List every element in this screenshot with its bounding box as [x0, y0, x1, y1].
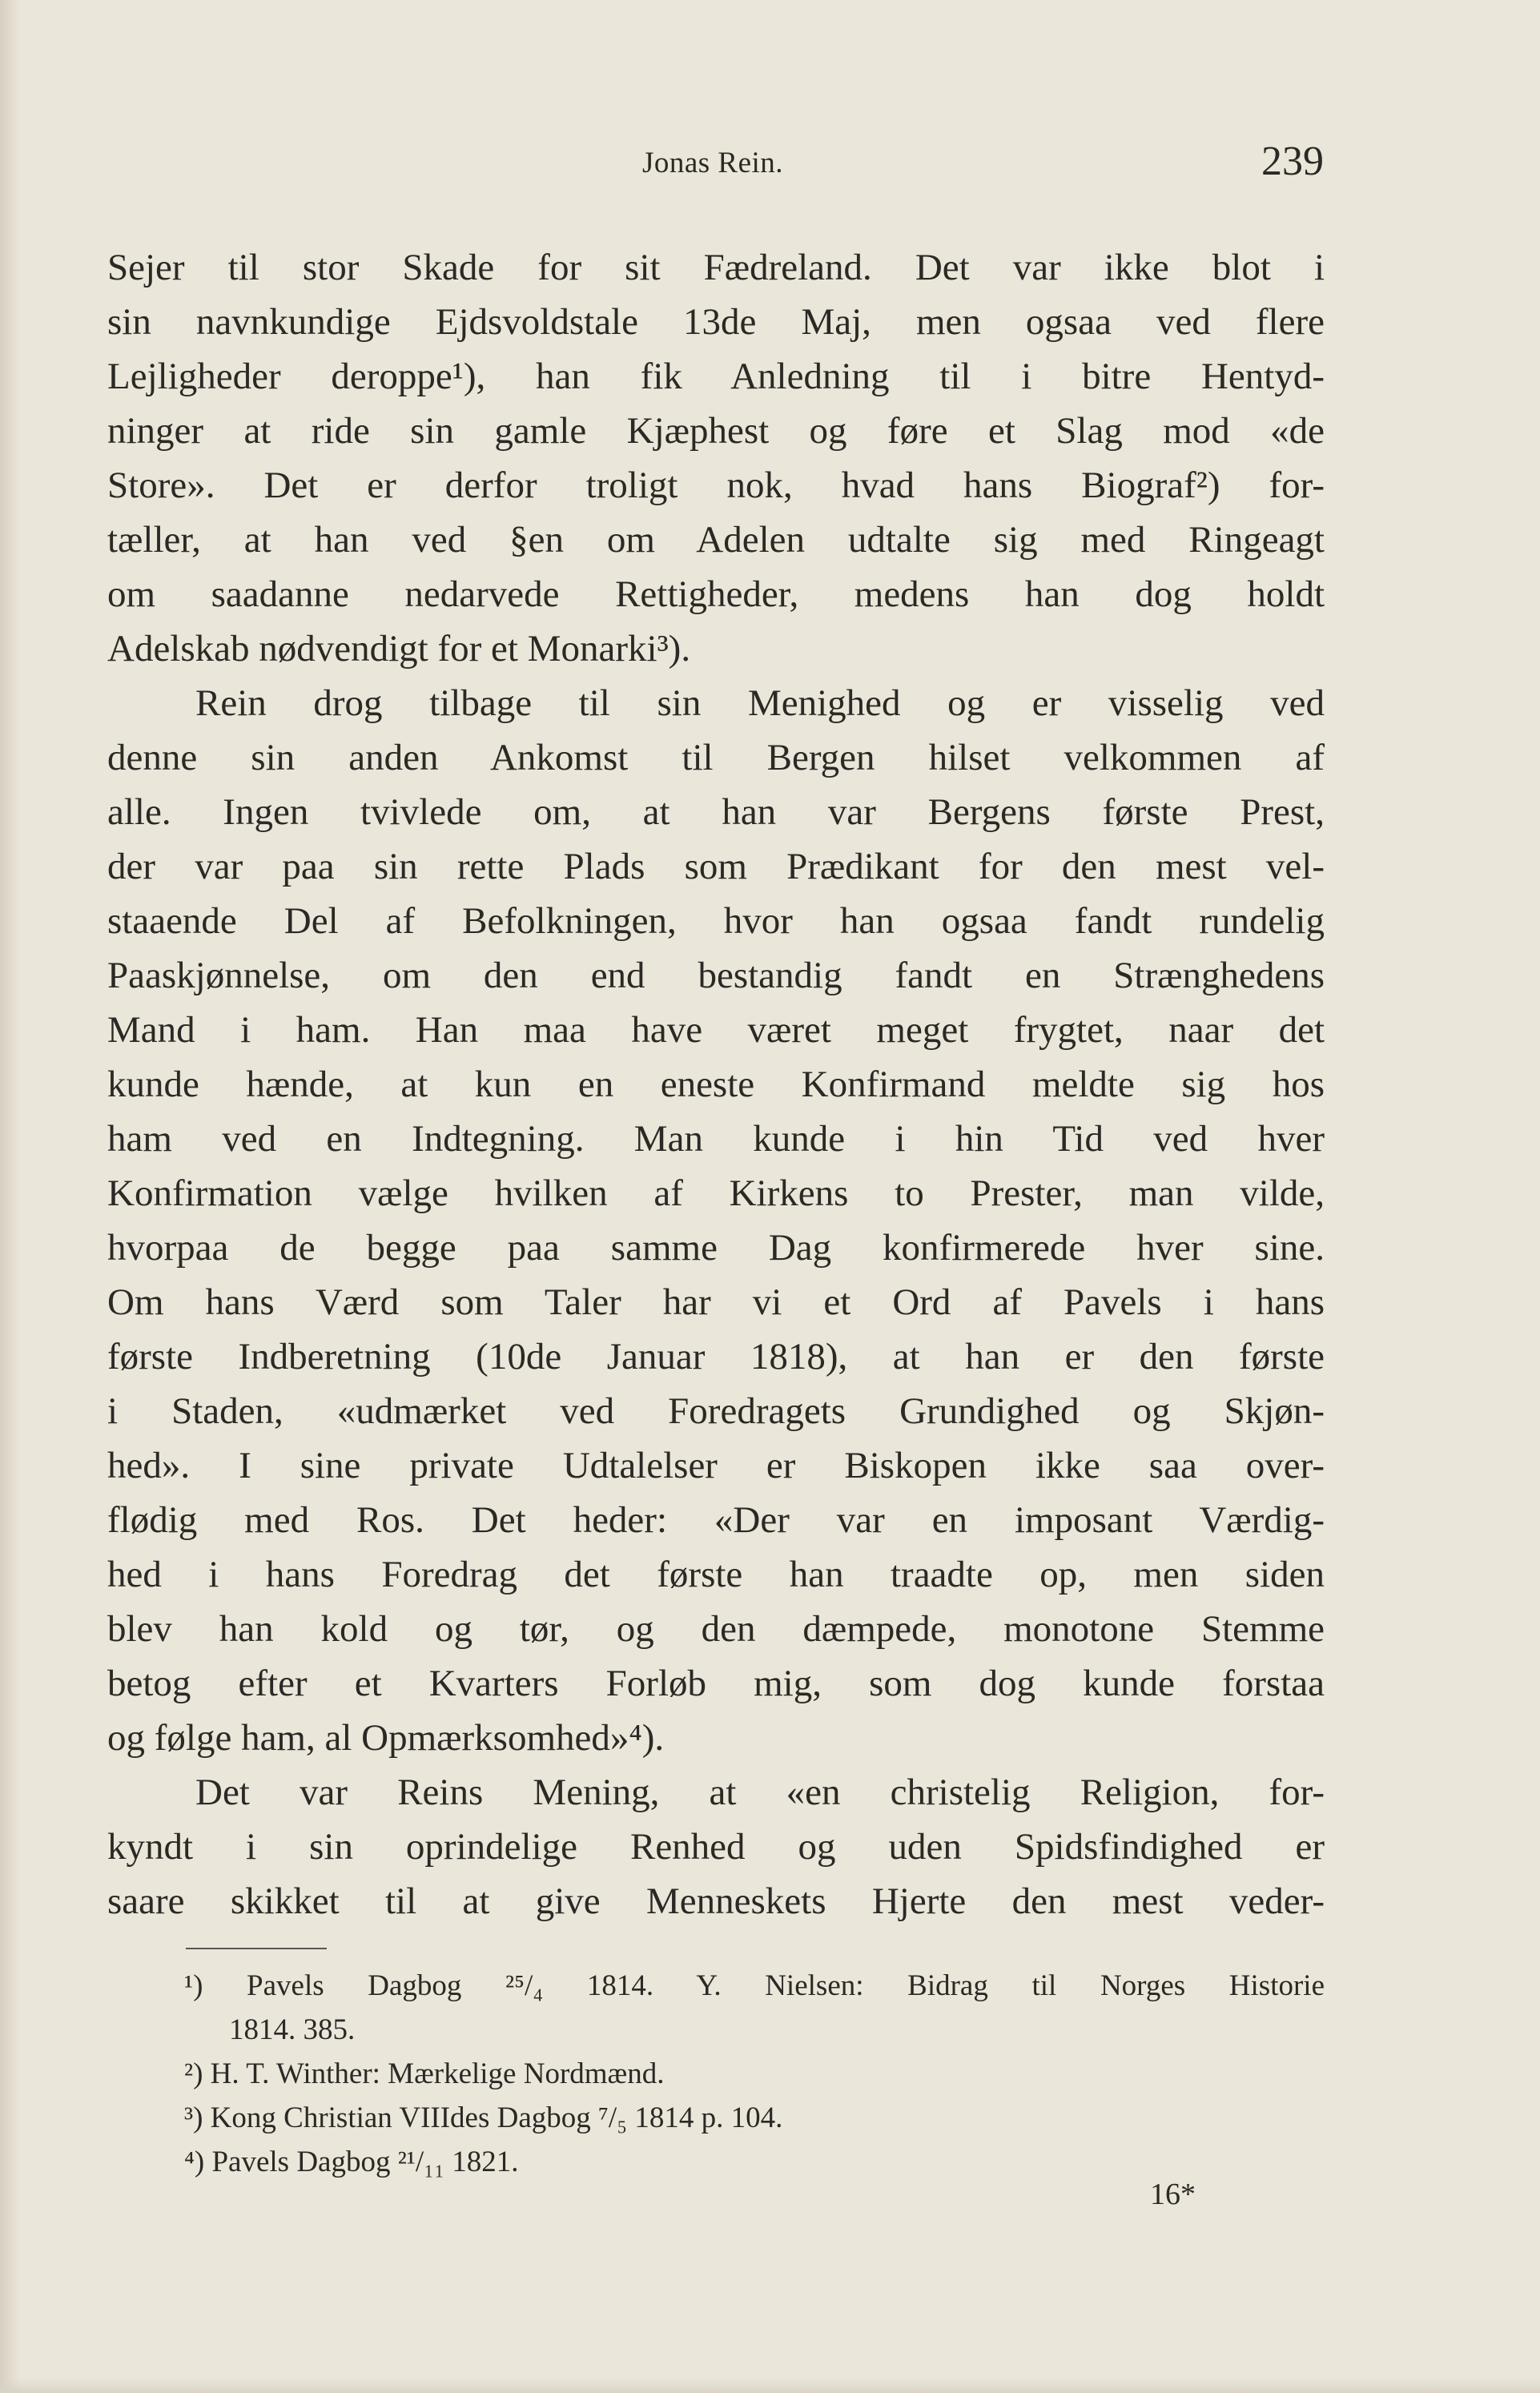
body-line: Konfirmation vælge hvilken af Kirkens to Prester, man vilde, [107, 1172, 1325, 1214]
footnote-divider [186, 1948, 327, 1949]
body-line: hvorpaa de begge paa samme Dag konfirmerede hver sine. [107, 1227, 1325, 1269]
footnotes [184, 1964, 1325, 2184]
body-line: Paaskjønnelse, om den end bestandig fandt en Strænghedens [107, 955, 1325, 996]
body-text [107, 240, 1325, 1928]
body-line: flødig med Ros. Det heder: «Der var en imposant Værdig- [107, 1499, 1325, 1541]
running-title: Jonas Rein. [641, 147, 784, 179]
footnote-1: ¹) Pavels Dagbog ²⁵/₄ 1814. Y. Nielsen: Bidrag til Norges Historie [184, 1969, 1325, 2002]
body-line: ninger at ride sin gamle Kjæphest og føre et Slag mod «de [107, 410, 1325, 452]
body-line: Om hans Værd som Taler har vi et Ord af Pavels i hans [107, 1281, 1325, 1323]
body-line: første Indberetning (10de Januar 1818), at han er den første [107, 1336, 1325, 1377]
running-header [0, 138, 1540, 186]
body-line: hed». I sine private Udtalelser er Biskopen ikke saa over- [107, 1445, 1325, 1486]
footnote-4: ⁴) Pavels Dagbog ²¹/₁₁ 1821. [184, 2146, 519, 2178]
body-line: i Staden, «udmærket ved Foredragets Grundighed og Skjøn- [107, 1390, 1325, 1432]
body-line: om saadanne nedarvede Rettigheder, medens han dog holdt [107, 573, 1325, 615]
body-line: kyndt i sin oprindelige Renhed og uden Spidsfindighed er [107, 1826, 1325, 1868]
body-line: Adelskab nødvendigt for et Monarki³). [107, 628, 691, 670]
body-line: blev han kold og tør, og den dæmpede, monotone Stemme [107, 1608, 1325, 1650]
body-line: Sejer til stor Skade for sit Fædreland. Det var ikke blot i [107, 247, 1325, 288]
body-line: sin navnkundige Ejdsvoldstale 13de Maj, men ogsaa ved flere [107, 301, 1325, 343]
page-bottom-edge [0, 2379, 1540, 2393]
body-line: Lejligheder deroppe¹), han fik Anledning til i bitre Hentyd- [107, 356, 1325, 397]
signature-mark: 16* [1150, 2178, 1196, 2211]
body-line: hed i hans Foredrag det første han traadte op, men siden [107, 1554, 1325, 1595]
body-line: Rein drog tilbage til sin Menighed og er visselig ved [195, 682, 1325, 724]
page-number: 239 [1261, 139, 1324, 184]
body-line: betog efter et Kvarters Forløb mig, som dog kunde forstaa [107, 1663, 1325, 1704]
body-line: ham ved en Indtegning. Man kunde i hin Tid ved hver [107, 1118, 1325, 1160]
footnote-2: ²) H. T. Winther: Mærkelige Nordmænd. [184, 2057, 665, 2090]
body-line: og følge ham, al Opmærksomhed»⁴). [107, 1717, 665, 1759]
body-line: saare skikket til at give Menneskets Hjerte den mest veder- [107, 1880, 1325, 1922]
body-line: tæller, at han ved §en om Adelen udtalte sig med Ringeagt [107, 519, 1325, 561]
body-line: Store». Det er derfor troligt nok, hvad hans Biograf²) for- [107, 465, 1325, 506]
body-line: kunde hænde, at kun en eneste Konfirmand meldte sig hos [107, 1064, 1325, 1105]
body-line: staaende Del af Befolkningen, hvor han ogsaa fandt rundelig [107, 900, 1325, 942]
body-line: Det var Reins Mening, at «en christelig Religion, for- [195, 1772, 1325, 1813]
body-line: denne sin anden Ankomst til Bergen hilset velkommen af [107, 737, 1325, 778]
body-line: der var paa sin rette Plads som Prædikant for den mest vel- [107, 846, 1325, 887]
spine-shadow [0, 0, 21, 2393]
footnote-1-continuation: 1814. 385. [229, 2013, 356, 2046]
body-line: Mand i ham. Han maa have været meget frygtet, naar det [107, 1009, 1325, 1051]
footnote-3: ³) Kong Christian VIIIdes Dagbog ⁷/₅ 1814 p. 104. [184, 2101, 783, 2134]
body-line: alle. Ingen tvivlede om, at han var Bergens første Prest, [107, 791, 1325, 833]
